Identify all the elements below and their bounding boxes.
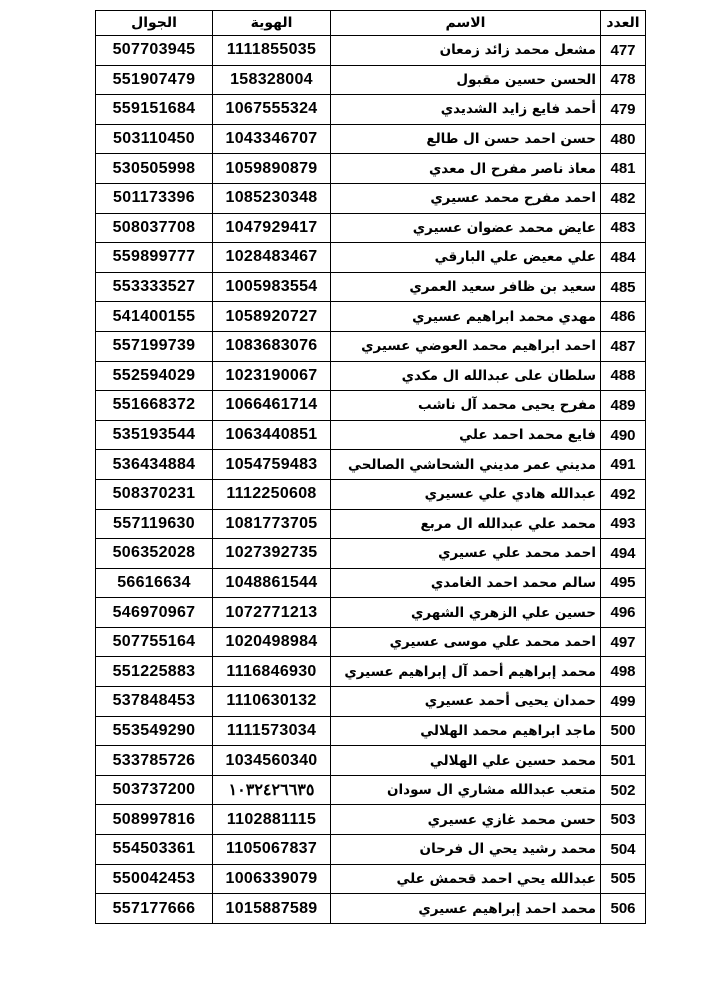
row-number: 488: [601, 361, 646, 391]
table-header-row: [96, 11, 646, 36]
row-phone: 503737200: [96, 775, 213, 805]
row-phone: 553333527: [96, 272, 213, 302]
row-number: 485: [601, 272, 646, 302]
row-number: 500: [601, 716, 646, 746]
table-row: [96, 479, 646, 509]
row-phone: 546970967: [96, 598, 213, 628]
table-row: [96, 598, 646, 628]
table-row: [96, 302, 646, 332]
table-row: [96, 568, 646, 598]
table-row: [96, 864, 646, 894]
row-phone: 56616634: [96, 568, 213, 598]
row-number: 502: [601, 775, 646, 805]
row-phone: 535193544: [96, 420, 213, 450]
row-number: 477: [601, 36, 646, 66]
table-row: [96, 687, 646, 717]
row-phone: 551225883: [96, 657, 213, 687]
row-number: 498: [601, 657, 646, 687]
row-name: محمد إبراهيم أحمد آل إبراهيم عسيري: [331, 657, 601, 687]
row-phone: 530505998: [96, 154, 213, 184]
row-phone: 506352028: [96, 539, 213, 569]
table-row: [96, 272, 646, 302]
table-row: [96, 213, 646, 243]
table-row: [96, 716, 646, 746]
row-name: سالم محمد احمد الغامدي: [331, 568, 601, 598]
row-phone: 551668372: [96, 391, 213, 421]
row-id: 1063440851: [213, 420, 331, 450]
row-number: 481: [601, 154, 646, 184]
row-number: 496: [601, 598, 646, 628]
row-number: 487: [601, 331, 646, 361]
row-number: 492: [601, 479, 646, 509]
row-phone: 536434884: [96, 450, 213, 480]
row-number: 486: [601, 302, 646, 332]
table-row: [96, 331, 646, 361]
row-name: فايع محمد احمد علي: [331, 420, 601, 450]
row-phone: 559899777: [96, 243, 213, 273]
row-number: 489: [601, 391, 646, 421]
row-number: 506: [601, 894, 646, 924]
row-id: 1005983554: [213, 272, 331, 302]
header-id: الهوية: [213, 11, 331, 36]
table-body: [96, 36, 646, 924]
row-phone: 559151684: [96, 95, 213, 125]
row-phone: 552594029: [96, 361, 213, 391]
row-id: 1058920727: [213, 302, 331, 332]
row-number: 503: [601, 805, 646, 835]
table-row: [96, 183, 646, 213]
table-row: [96, 450, 646, 480]
row-phone: 553549290: [96, 716, 213, 746]
row-id: 1006339079: [213, 864, 331, 894]
row-name: محمد احمد إبراهيم عسيري: [331, 894, 601, 924]
roster-sheet: [95, 10, 645, 924]
row-name: سلطان على عبدالله ال مكدي: [331, 361, 601, 391]
row-id: 1083683076: [213, 331, 331, 361]
table-row: [96, 65, 646, 95]
row-name: معاذ ناصر مفرح ال معدي: [331, 154, 601, 184]
row-id: 1047929417: [213, 213, 331, 243]
table-row: [96, 805, 646, 835]
header-number: العدد: [601, 11, 646, 36]
row-id: 1059890879: [213, 154, 331, 184]
row-phone: 508997816: [96, 805, 213, 835]
table-row: [96, 361, 646, 391]
row-id: 1054759483: [213, 450, 331, 480]
row-name: مشعل محمد زائد زمعان: [331, 36, 601, 66]
row-phone: 551907479: [96, 65, 213, 95]
row-name: محمد علي عبدالله ال مربع: [331, 509, 601, 539]
row-name: محمد رشيد يحي ال فرحان: [331, 835, 601, 865]
table-row: [96, 657, 646, 687]
row-name: احمد ابراهيم محمد العوضي عسيري: [331, 331, 601, 361]
row-name: الحسن حسين مقبول: [331, 65, 601, 95]
row-phone: 508037708: [96, 213, 213, 243]
row-number: 479: [601, 95, 646, 125]
row-phone: 533785726: [96, 746, 213, 776]
row-phone: 503110450: [96, 124, 213, 154]
row-phone: 537848453: [96, 687, 213, 717]
row-id: 1110630132: [213, 687, 331, 717]
row-id: 1020498984: [213, 627, 331, 657]
table-row: [96, 154, 646, 184]
row-number: 493: [601, 509, 646, 539]
table-row: [96, 95, 646, 125]
table-row: [96, 391, 646, 421]
row-number: 483: [601, 213, 646, 243]
row-name: مهدي محمد ابراهيم عسيري: [331, 302, 601, 332]
row-phone: 501173396: [96, 183, 213, 213]
row-id: 1043346707: [213, 124, 331, 154]
row-id: ١٠٣٢٤٢٦٦٣٥: [213, 775, 331, 805]
row-id: 1081773705: [213, 509, 331, 539]
table-row: [96, 243, 646, 273]
row-number: 495: [601, 568, 646, 598]
row-name: علي معيض علي البارقي: [331, 243, 601, 273]
table-row: [96, 894, 646, 924]
row-id: 1111573034: [213, 716, 331, 746]
row-number: 494: [601, 539, 646, 569]
row-name: احمد مفرح محمد عسيري: [331, 183, 601, 213]
table-row: [96, 509, 646, 539]
table-row: [96, 627, 646, 657]
row-phone: 557119630: [96, 509, 213, 539]
row-name: متعب عبدالله مشاري ال سودان: [331, 775, 601, 805]
row-phone: 507703945: [96, 36, 213, 66]
row-id: 1067555324: [213, 95, 331, 125]
table-row: [96, 124, 646, 154]
row-id: 1116846930: [213, 657, 331, 687]
row-id: 1111855035: [213, 36, 331, 66]
table-row: [96, 539, 646, 569]
row-id: 1072771213: [213, 598, 331, 628]
row-name: حسين علي الزهري الشهري: [331, 598, 601, 628]
row-name: عبدالله هادي علي عسيري: [331, 479, 601, 509]
row-id: 1034560340: [213, 746, 331, 776]
row-phone: 557177666: [96, 894, 213, 924]
row-name: احمد محمد علي موسى عسيري: [331, 627, 601, 657]
row-id: 1023190067: [213, 361, 331, 391]
row-name: عايض محمد عضوان عسيري: [331, 213, 601, 243]
row-number: 505: [601, 864, 646, 894]
row-id: 1085230348: [213, 183, 331, 213]
row-name: أحمد فايع زايد الشديدي: [331, 95, 601, 125]
table-row: [96, 420, 646, 450]
row-id: 1066461714: [213, 391, 331, 421]
row-id: 158328004: [213, 65, 331, 95]
header-phone: الجوال: [96, 11, 213, 36]
row-number: 501: [601, 746, 646, 776]
row-id: 1048861544: [213, 568, 331, 598]
row-number: 504: [601, 835, 646, 865]
row-name: مفرح يحيى محمد آل ناشب: [331, 391, 601, 421]
row-number: 482: [601, 183, 646, 213]
row-number: 490: [601, 420, 646, 450]
row-name: احمد محمد علي عسيري: [331, 539, 601, 569]
table-row: [96, 775, 646, 805]
row-number: 499: [601, 687, 646, 717]
row-name: ماجد ابراهيم محمد الهلالي: [331, 716, 601, 746]
row-name: مديني عمر مديني الشحاشي الصالحي: [331, 450, 601, 480]
row-name: حمدان يحيى أحمد عسيري: [331, 687, 601, 717]
row-phone: 554503361: [96, 835, 213, 865]
row-id: 1015887589: [213, 894, 331, 924]
row-id: 1027392735: [213, 539, 331, 569]
row-id: 1105067837: [213, 835, 331, 865]
row-phone: 550042453: [96, 864, 213, 894]
row-number: 480: [601, 124, 646, 154]
row-number: 491: [601, 450, 646, 480]
table-row: [96, 36, 646, 66]
row-number: 484: [601, 243, 646, 273]
row-name: حسن محمد غازي عسيري: [331, 805, 601, 835]
row-id: 1112250608: [213, 479, 331, 509]
row-phone: 541400155: [96, 302, 213, 332]
row-name: سعيد بن ظافر سعيد العمري: [331, 272, 601, 302]
row-phone: 557199739: [96, 331, 213, 361]
row-phone: 508370231: [96, 479, 213, 509]
header-name: الاسم: [331, 11, 601, 36]
row-number: 478: [601, 65, 646, 95]
row-phone: 507755164: [96, 627, 213, 657]
row-number: 497: [601, 627, 646, 657]
row-id: 1028483467: [213, 243, 331, 273]
row-name: حسن احمد حسن ال طالع: [331, 124, 601, 154]
row-name: محمد حسين علي الهلالي: [331, 746, 601, 776]
row-name: عبدالله يحي احمد قحمش علي: [331, 864, 601, 894]
row-id: 1102881115: [213, 805, 331, 835]
table-row: [96, 746, 646, 776]
table-row: [96, 835, 646, 865]
roster-table: [95, 10, 646, 924]
